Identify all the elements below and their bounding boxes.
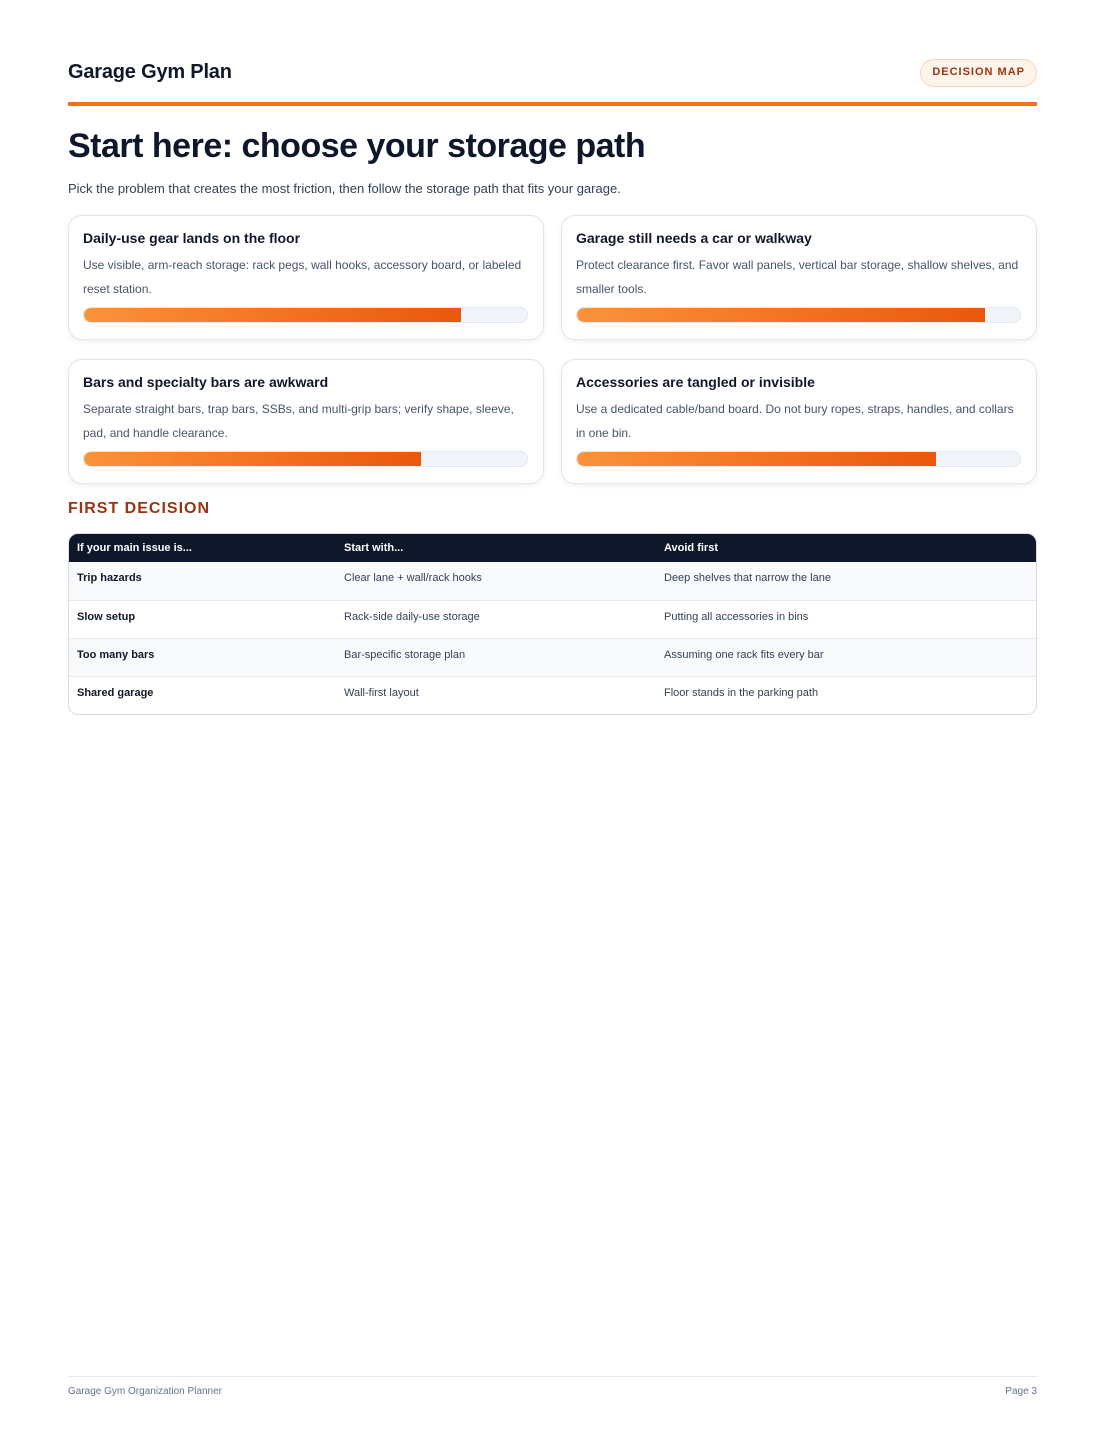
card-body: Use a dedicated cable/band board. Do not bury ropes, straps, handles, and collars in one bin.: [576, 402, 1014, 440]
card-title: Garage still needs a car or walkway: [576, 230, 812, 246]
brand-title: Garage Gym Plan: [68, 61, 232, 83]
page-header: [68, 56, 1037, 106]
table-header: [69, 534, 1036, 562]
table-cell: Rack-side daily-use storage: [344, 611, 480, 623]
card-title: Bars and specialty bars are awkward: [83, 374, 329, 390]
card-progress-bar: [576, 307, 1021, 323]
card-title: Daily-use gear lands on the floor: [83, 230, 301, 246]
card-specialty-bars: [68, 359, 544, 484]
table-row: [69, 562, 1036, 600]
table-cell: Floor stands in the parking path: [664, 687, 819, 699]
table-cell: Deep shelves that narrow the lane: [664, 572, 831, 584]
table-cell: Bar-specific storage plan: [344, 649, 466, 661]
table-cell: Too many bars: [77, 649, 155, 661]
table-header-cell: Start with...: [344, 542, 404, 554]
decision-map-badge: DECISION MAP: [920, 59, 1037, 87]
card-accessories: [561, 359, 1037, 484]
table-cell: Wall-first layout: [344, 687, 419, 699]
header-divider: [68, 102, 1037, 106]
card-car-walkway: [561, 215, 1037, 340]
card-body: Separate straight bars, trap bars, SSBs, and multi-grip bars; verify shape, sleeve, pad, and handle clearance.: [83, 402, 514, 440]
table-cell: Shared garage: [77, 687, 154, 699]
card-progress-bar: [83, 451, 528, 467]
card-daily-use-gear: [68, 215, 544, 340]
page-title: Start here: choose your storage path: [68, 127, 646, 165]
section-label-first-decision: FIRST DECISION: [68, 500, 211, 517]
table-header-cell: Avoid first: [664, 542, 718, 554]
page-subtitle: Pick the problem that creates the most friction, then follow the storage path that fits your garage.: [68, 181, 621, 196]
card-title: Accessories are tangled or invisible: [576, 374, 815, 390]
footer-document-title: Garage Gym Organization Planner: [68, 1386, 222, 1397]
first-decision-table: [68, 533, 1037, 715]
table-row: [69, 638, 1036, 676]
card-body: Use visible, arm-reach storage: rack pegs, wall hooks, accessory board, or labeled reset station.: [83, 258, 522, 296]
table-row: [69, 676, 1036, 714]
table-cell: Slow setup: [77, 611, 136, 623]
table-cell: Putting all accessories in bins: [664, 611, 809, 623]
table-header-cell: If your main issue is...: [77, 542, 192, 554]
table-cell: Assuming one rack fits every bar: [664, 649, 824, 661]
card-progress-fill: [84, 452, 421, 466]
card-progress-bar: [83, 307, 528, 323]
table-row: [69, 600, 1036, 638]
page: [68, 0, 1037, 1430]
storage-path-cards: [68, 215, 1037, 485]
table-cell: Clear lane + wall/rack hooks: [344, 572, 482, 584]
card-body: Protect clearance first. Favor wall panels, vertical bar storage, shallow shelves, and smaller tools.: [576, 258, 1019, 296]
card-progress-fill: [84, 308, 461, 322]
table-cell: Trip hazards: [77, 572, 142, 584]
card-progress-fill: [577, 308, 985, 322]
card-progress-bar: [576, 451, 1021, 467]
footer-page-number: Page 3: [1005, 1386, 1037, 1397]
footer-divider: [68, 1376, 1037, 1377]
card-progress-fill: [577, 452, 936, 466]
